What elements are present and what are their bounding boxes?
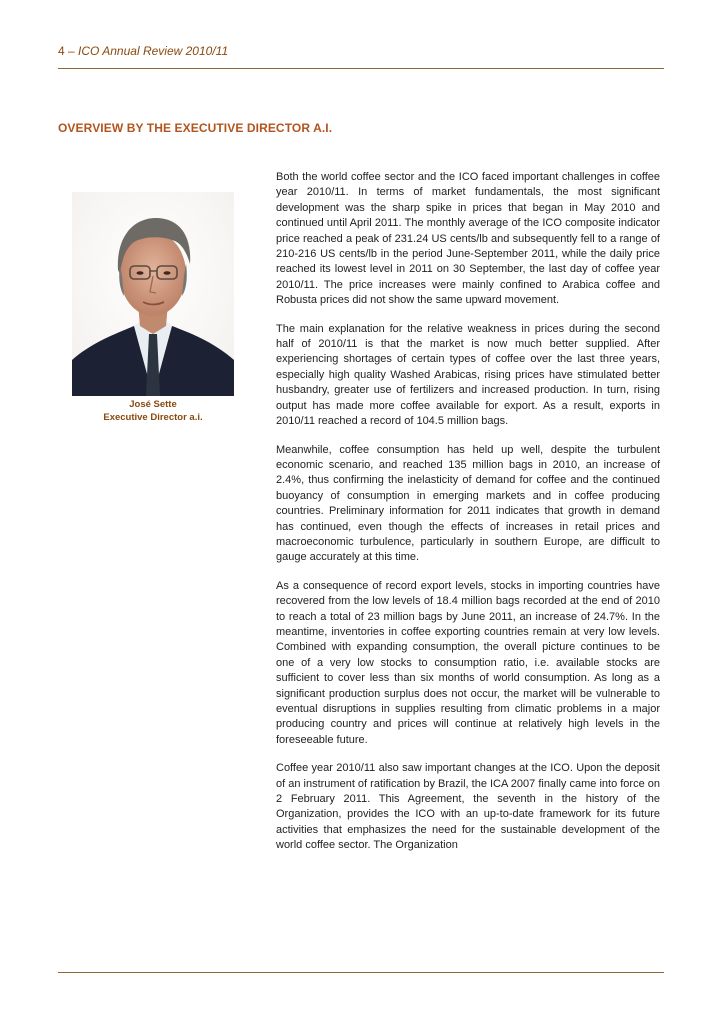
portrait-photo — [72, 192, 234, 396]
publication-title: ICO Annual Review 2010/11 — [78, 44, 229, 58]
body-paragraph: Coffee year 2010/11 also saw important changes at the ICO. Upon the deposit of an instrument of ratification by Brazil, the ICA 2007 finally came into force on 2 February 2011. This Agreement, the seventh in the history of the Organization, provides the ICO with an up-to-date framework for its future activities that emphasizes the need for the sustainable development of the world coffee sector. The Organization — [276, 762, 660, 852]
footer-rule — [58, 972, 664, 973]
caption-role: Executive Director a.i. — [103, 412, 203, 423]
body-paragraph: The main explanation for the relative weakness in prices during the second half of 2010/11 is that the market is now much better supplied. After experiencing shortages of certain types of coffee over the last three years, especially high quality Washed Arabicas, rising prices have stimulated better husbandry, greater use of fertilizers and increased production. In turn, rising output has made more coffee available for export. As a result, exports in 2010/11 reached a record of 104.5 million bags. — [276, 322, 660, 428]
body-paragraph: Both the world coffee sector and the ICO faced important challenges in coffee year 2010/11. In terms of market fundamentals, the most significant development was the sharp spike in prices that began in May 2010 and continued until April 2011. The monthly average of the ICO composite indicator price reached a peak of 231.24 US cents/lb and subsequently fell to a range of 210-216 US cents/lb in the period June-September 2011, while the daily price reached its lowest level in 2011 on 30 September, the last day of coffee year 2010/11. The price increases were mainly confined to Arabica coffee and Robusta prices did not show the same upward movement. — [276, 171, 660, 307]
running-header — [58, 44, 228, 58]
page-number: 4 — [58, 44, 65, 58]
section-title: OVERVIEW BY THE EXECUTIVE DIRECTOR A.I. — [58, 121, 333, 135]
header-rule — [58, 68, 664, 69]
body-paragraph: Meanwhile, coffee consumption has held up well, despite the turbulent economic scenario, and reached 135 million bags in 2010, an increase of 2.4%, thus confirming the inelasticity of demand for coffee and the continued buoyancy of consumption in emerging markets and in coffee producing countries. Preliminary information for 2011 indicates that growth in demand has continued, even though the effects of increases in retail prices and macroeconomic turbulence, particularly in southern Europe, are difficult to gauge accurately at this time. — [276, 443, 660, 564]
caption-name: José Sette — [129, 399, 177, 410]
body-paragraph: As a consequence of record export levels, stocks in importing countries have recovered from the low levels of 18.4 million bags recorded at the end of 2010 to reach a total of 23 million bags by June 2011, an increase of 24.7%. In the meantime, inventories in coffee exporting countries remain at very low levels. Combined with expanding consumption, the overall picture continues to be one of a very low stocks to consumption ratio, i.e. available stocks are sufficient to cover less than six months of world consumption. As long as a significant production surplus does not occur, the market will be vulnerable to eventual disruptions in supplies resulting from climatic problems in a major producing country and prices will continue at relatively high levels in the foreseeable future. — [276, 579, 660, 746]
article-body — [276, 170, 660, 867]
photo-caption — [72, 398, 234, 424]
header-separator: – — [64, 44, 79, 58]
